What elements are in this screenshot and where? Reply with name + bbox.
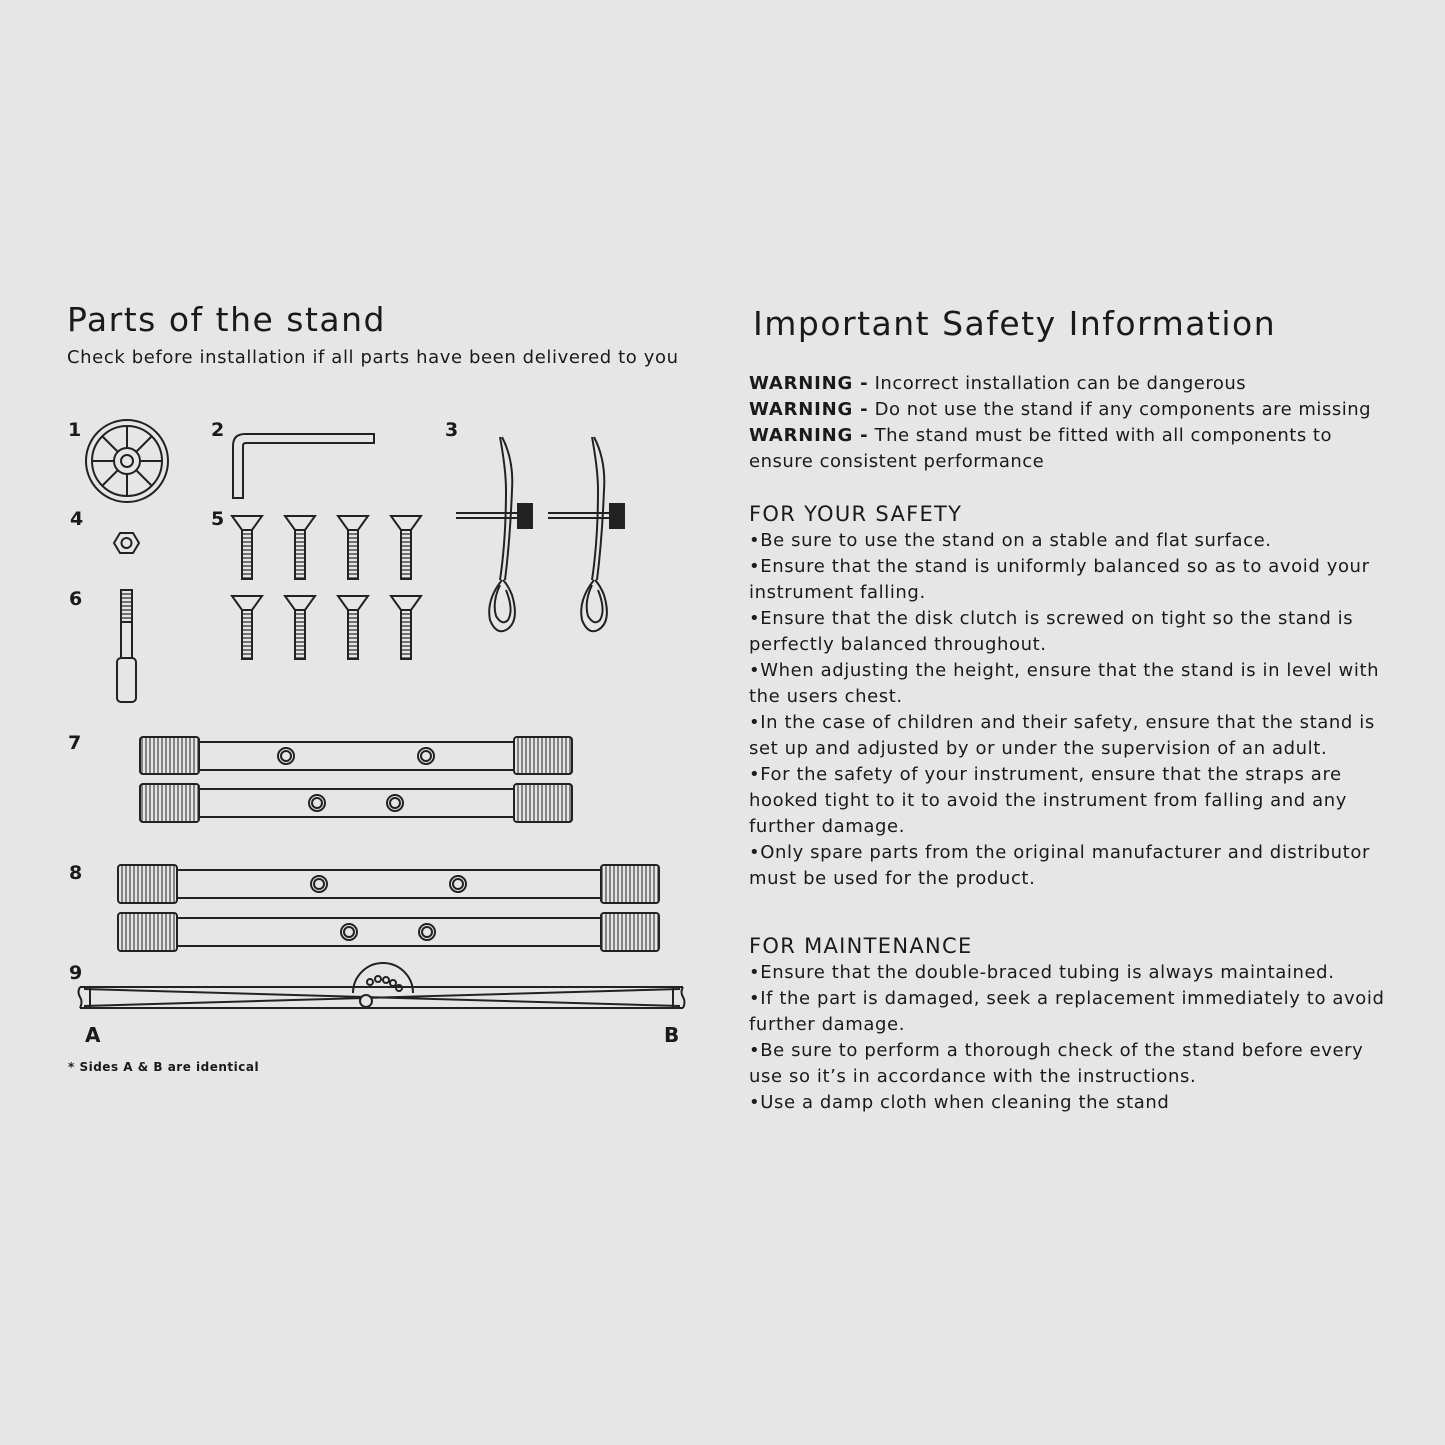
side-a-label: A xyxy=(85,1023,101,1047)
screw-1 xyxy=(232,516,262,579)
strap-hook-part-2 xyxy=(548,437,624,631)
screw-8 xyxy=(391,596,421,659)
screw-7 xyxy=(338,596,368,659)
safety-title: Important Safety Information xyxy=(753,304,1277,343)
screw-6 xyxy=(285,596,315,659)
screw-5 xyxy=(232,596,262,659)
list-item: •Ensure that the double-braced tubing is always maintained. xyxy=(749,962,1335,983)
section-title: FOR MAINTENANCE xyxy=(749,934,973,958)
threaded-pin-part xyxy=(117,590,136,702)
sides-note: * Sides A & B are identical xyxy=(68,1060,260,1074)
screw-3 xyxy=(338,516,368,579)
parts-title: Parts of the stand xyxy=(67,300,386,339)
disk-clutch-part xyxy=(86,420,168,502)
list-item: •For the safety of your instrument, ensure that the straps are hooked tight to it to avoid the instrument from falling and any further damage. xyxy=(749,764,1348,837)
long-tube-1 xyxy=(118,865,659,903)
screw-2 xyxy=(285,516,315,579)
list-item: •In the case of children and their safety, ensure that the stand is set up and adjusted by or under the supervision of an adult. xyxy=(749,712,1375,759)
list-item: •Ensure that the stand is uniformly balanced so as to avoid your instrument falling. xyxy=(749,556,1370,603)
warning-key: WARNING - xyxy=(749,373,869,394)
side-b-label: B xyxy=(664,1023,680,1047)
list-item: •Be sure to use the stand on a stable and flat surface. xyxy=(749,530,1272,551)
parts-subtitle: Check before installation if all parts have been delivered to you xyxy=(67,347,679,368)
short-tube-1 xyxy=(140,737,572,774)
screw-4 xyxy=(391,516,421,579)
part-number-5: 5 xyxy=(211,508,225,530)
warning-text: Do not use the stand if any components are missing xyxy=(874,399,1372,420)
list-item: •Only spare parts from the original manufacturer and distributor must be used for the product. xyxy=(749,842,1370,889)
part-number-2: 2 xyxy=(211,419,225,441)
warning-text: Incorrect installation can be dangerous xyxy=(874,373,1247,394)
warning-text: The stand must be fitted with all components to ensure consistent performance xyxy=(749,425,1332,472)
strap-hook-part-1 xyxy=(456,437,532,631)
part-number-3: 3 xyxy=(445,419,459,441)
warnings-list xyxy=(749,371,1389,475)
part-number-4: 4 xyxy=(70,508,84,530)
part-number-8: 8 xyxy=(69,862,83,884)
list-item: •Be sure to perform a thorough check of the stand before every use so it’s in accordance with the instructions. xyxy=(749,1040,1364,1087)
list-item: •Use a damp cloth when cleaning the stand xyxy=(749,1092,1170,1113)
part-number-9: 9 xyxy=(69,962,83,984)
for-your-safety-section xyxy=(749,500,1389,892)
list-item: •When adjusting the height, ensure that the stand is in level with the users chest. xyxy=(749,660,1380,707)
screws-part xyxy=(232,516,421,659)
long-tube-2 xyxy=(118,913,659,951)
warning-key: WARNING - xyxy=(749,399,869,420)
for-maintenance-section xyxy=(749,932,1389,1116)
warning-line xyxy=(749,423,1389,475)
part-number-1: 1 xyxy=(68,419,82,441)
short-tube-2 xyxy=(140,784,572,822)
part-number-6: 6 xyxy=(69,588,83,610)
warning-line xyxy=(749,397,1389,423)
warning-key: WARNING - xyxy=(749,425,869,446)
list-item: •Ensure that the disk clutch is screwed on tight so the stand is perfectly balanced throughout. xyxy=(749,608,1354,655)
section-title: FOR YOUR SAFETY xyxy=(749,502,963,526)
allen-key-part xyxy=(233,434,374,498)
list-item: •If the part is damaged, seek a replacement immediately to avoid further damage. xyxy=(749,988,1385,1035)
part-number-7: 7 xyxy=(68,732,82,754)
hex-nut-part xyxy=(114,533,139,553)
warning-line xyxy=(749,371,1389,397)
folding-leg-part xyxy=(79,963,685,1008)
